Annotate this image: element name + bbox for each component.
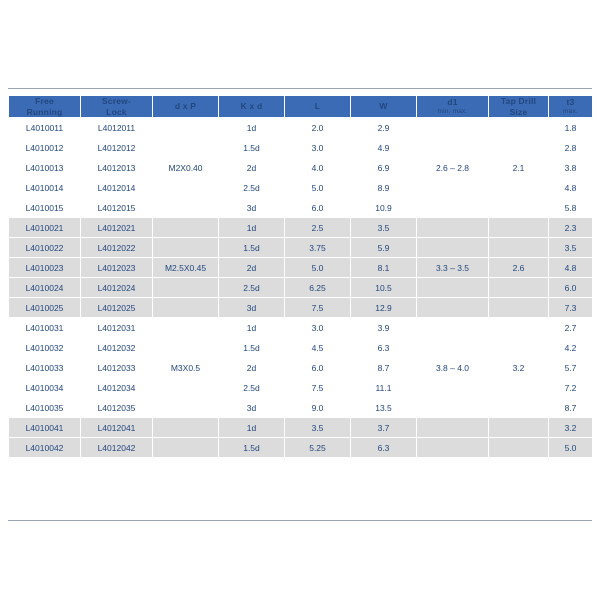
header-line1: Tap Drill: [500, 96, 537, 106]
column-header-d1: [417, 96, 489, 118]
table-row: [9, 138, 593, 158]
table-row: [9, 358, 593, 378]
cell-screw-lock: L4012015: [81, 198, 153, 218]
cell-free-running: L4010031: [9, 318, 81, 338]
header-line1: t3: [566, 96, 575, 107]
cell-free-running: L4010012: [9, 138, 81, 158]
cell-w: 3.7: [351, 418, 417, 438]
table-row: [9, 238, 593, 258]
cell-dxp: [153, 178, 219, 198]
cell-d1: [417, 178, 489, 198]
top-rule: [8, 88, 592, 89]
cell-dxp: [153, 338, 219, 358]
cell-dxp: [153, 218, 219, 238]
header-line1: d1: [447, 96, 458, 107]
cell-l: 3.5: [285, 418, 351, 438]
table-body: [9, 118, 593, 458]
header-line1: K x d: [240, 101, 263, 112]
cell-kxd: 2d: [219, 158, 285, 178]
cell-w: 10.9: [351, 198, 417, 218]
cell-free-running: L4010041: [9, 418, 81, 438]
cell-d1: [417, 278, 489, 298]
spec-table-container: [8, 95, 592, 458]
cell-free-running: L4010034: [9, 378, 81, 398]
cell-l: 5.0: [285, 178, 351, 198]
table-row: [9, 398, 593, 418]
table-header: [9, 96, 593, 118]
cell-t3: 4.8: [549, 178, 593, 198]
cell-kxd: 1d: [219, 218, 285, 238]
cell-dxp: M3X0.5: [153, 358, 219, 378]
cell-t3: 2.7: [549, 318, 593, 338]
cell-t3: 4.8: [549, 258, 593, 278]
cell-t3: 3.5: [549, 238, 593, 258]
column-header-l: [285, 96, 351, 118]
cell-d1: [417, 338, 489, 358]
header-line1: W: [379, 101, 388, 112]
cell-tap-drill: [489, 198, 549, 218]
cell-l: 7.5: [285, 298, 351, 318]
header-line1: Screw-: [101, 96, 132, 106]
cell-l: 7.5: [285, 378, 351, 398]
cell-dxp: M2X0.40: [153, 158, 219, 178]
cell-free-running: L4010033: [9, 358, 81, 378]
cell-kxd: 3d: [219, 398, 285, 418]
cell-free-running: L4010022: [9, 238, 81, 258]
cell-d1: [417, 218, 489, 238]
cell-screw-lock: L4012041: [81, 418, 153, 438]
header-sub: min. max.: [437, 108, 468, 116]
cell-t3: 2.3: [549, 218, 593, 238]
header-line2: Size: [509, 106, 528, 117]
cell-dxp: [153, 138, 219, 158]
cell-dxp: [153, 438, 219, 458]
cell-tap-drill: [489, 338, 549, 358]
cell-screw-lock: L4012024: [81, 278, 153, 298]
table-row: [9, 438, 593, 458]
cell-tap-drill: [489, 138, 549, 158]
column-header-k-x-d: [219, 96, 285, 118]
cell-screw-lock: L4012035: [81, 398, 153, 418]
cell-t3: 7.2: [549, 378, 593, 398]
cell-tap-drill: [489, 238, 549, 258]
cell-d1: 3.8 – 4.0: [417, 358, 489, 378]
table-row: [9, 318, 593, 338]
cell-tap-drill: 2.6: [489, 258, 549, 278]
cell-free-running: L4010025: [9, 298, 81, 318]
cell-l: 2.0: [285, 118, 351, 138]
cell-kxd: 2.5d: [219, 178, 285, 198]
cell-tap-drill: [489, 398, 549, 418]
table-row: [9, 298, 593, 318]
table-row: [9, 198, 593, 218]
table-row: [9, 418, 593, 438]
cell-w: 6.9: [351, 158, 417, 178]
cell-l: 3.0: [285, 318, 351, 338]
cell-w: 6.3: [351, 438, 417, 458]
cell-d1: [417, 118, 489, 138]
cell-tap-drill: [489, 418, 549, 438]
cell-screw-lock: L4012033: [81, 358, 153, 378]
header-line2: Lock: [106, 106, 127, 117]
table-row: [9, 118, 593, 138]
header-line2: Running: [26, 106, 63, 117]
table-row: [9, 338, 593, 358]
cell-free-running: L4010032: [9, 338, 81, 358]
header-line1: Free: [35, 96, 54, 106]
bottom-rule: [8, 520, 592, 521]
table-row: [9, 378, 593, 398]
cell-free-running: L4010035: [9, 398, 81, 418]
cell-t3: 1.8: [549, 118, 593, 138]
cell-kxd: 1.5d: [219, 338, 285, 358]
cell-t3: 4.2: [549, 338, 593, 358]
cell-dxp: [153, 298, 219, 318]
cell-dxp: M2.5X0.45: [153, 258, 219, 278]
cell-t3: 7.3: [549, 298, 593, 318]
cell-d1: [417, 138, 489, 158]
table-row: [9, 278, 593, 298]
cell-tap-drill: [489, 438, 549, 458]
cell-screw-lock: L4012012: [81, 138, 153, 158]
cell-l: 5.0: [285, 258, 351, 278]
column-header-screw-lock: [81, 96, 153, 118]
cell-w: 6.3: [351, 338, 417, 358]
cell-w: 8.1: [351, 258, 417, 278]
cell-w: 8.9: [351, 178, 417, 198]
column-header-tap-drill-size: [489, 96, 549, 118]
cell-screw-lock: L4012022: [81, 238, 153, 258]
cell-free-running: L4010023: [9, 258, 81, 278]
cell-t3: 6.0: [549, 278, 593, 298]
cell-l: 6.0: [285, 358, 351, 378]
cell-free-running: L4010021: [9, 218, 81, 238]
table-row: [9, 178, 593, 198]
cell-kxd: 3d: [219, 298, 285, 318]
cell-dxp: [153, 278, 219, 298]
cell-kxd: 2d: [219, 258, 285, 278]
cell-screw-lock: L4012023: [81, 258, 153, 278]
column-header-w: [351, 96, 417, 118]
cell-d1: [417, 418, 489, 438]
cell-w: 3.9: [351, 318, 417, 338]
cell-kxd: 1d: [219, 318, 285, 338]
cell-l: 4.5: [285, 338, 351, 358]
cell-l: 9.0: [285, 398, 351, 418]
cell-dxp: [153, 198, 219, 218]
cell-t3: 5.8: [549, 198, 593, 218]
cell-tap-drill: [489, 298, 549, 318]
cell-w: 2.9: [351, 118, 417, 138]
cell-w: 12.9: [351, 298, 417, 318]
cell-screw-lock: L4012031: [81, 318, 153, 338]
cell-l: 5.25: [285, 438, 351, 458]
cell-kxd: 1d: [219, 118, 285, 138]
header-line1: L: [314, 101, 321, 112]
cell-screw-lock: L4012014: [81, 178, 153, 198]
cell-d1: [417, 198, 489, 218]
cell-tap-drill: [489, 118, 549, 138]
cell-tap-drill: [489, 178, 549, 198]
cell-d1: [417, 438, 489, 458]
cell-w: 8.7: [351, 358, 417, 378]
cell-dxp: [153, 118, 219, 138]
cell-t3: 3.8: [549, 158, 593, 178]
cell-l: 6.25: [285, 278, 351, 298]
cell-dxp: [153, 378, 219, 398]
cell-d1: [417, 378, 489, 398]
cell-screw-lock: L4012011: [81, 118, 153, 138]
cell-kxd: 1.5d: [219, 138, 285, 158]
table-row: [9, 258, 593, 278]
cell-tap-drill: 3.2: [489, 358, 549, 378]
cell-w: 13.5: [351, 398, 417, 418]
cell-tap-drill: [489, 318, 549, 338]
cell-free-running: L4010042: [9, 438, 81, 458]
cell-kxd: 1.5d: [219, 438, 285, 458]
cell-w: 5.9: [351, 238, 417, 258]
table-row: [9, 218, 593, 238]
cell-tap-drill: 2.1: [489, 158, 549, 178]
table-row: [9, 158, 593, 178]
header-row: [9, 96, 593, 118]
cell-d1: 2.6 – 2.8: [417, 158, 489, 178]
cell-w: 3.5: [351, 218, 417, 238]
column-header-free-running: [9, 96, 81, 118]
cell-l: 4.0: [285, 158, 351, 178]
cell-kxd: 3d: [219, 198, 285, 218]
cell-d1: [417, 298, 489, 318]
cell-screw-lock: L4012013: [81, 158, 153, 178]
cell-dxp: [153, 318, 219, 338]
cell-d1: [417, 238, 489, 258]
cell-free-running: L4010013: [9, 158, 81, 178]
cell-l: 6.0: [285, 198, 351, 218]
cell-l: 3.0: [285, 138, 351, 158]
cell-tap-drill: [489, 378, 549, 398]
cell-t3: 2.8: [549, 138, 593, 158]
cell-free-running: L4010015: [9, 198, 81, 218]
cell-free-running: L4010014: [9, 178, 81, 198]
cell-screw-lock: L4012042: [81, 438, 153, 458]
cell-t3: 5.0: [549, 438, 593, 458]
cell-d1: [417, 318, 489, 338]
cell-tap-drill: [489, 278, 549, 298]
column-header-d-x-p: [153, 96, 219, 118]
cell-t3: 3.2: [549, 418, 593, 438]
cell-tap-drill: [489, 218, 549, 238]
cell-kxd: 2d: [219, 358, 285, 378]
cell-screw-lock: L4012034: [81, 378, 153, 398]
cell-w: 11.1: [351, 378, 417, 398]
cell-dxp: [153, 418, 219, 438]
thread-insert-spec-table: [8, 95, 593, 458]
cell-d1: [417, 398, 489, 418]
cell-kxd: 1.5d: [219, 238, 285, 258]
header-sub: max.: [563, 108, 578, 116]
cell-free-running: L4010011: [9, 118, 81, 138]
cell-w: 10.5: [351, 278, 417, 298]
cell-t3: 5.7: [549, 358, 593, 378]
cell-kxd: 1d: [219, 418, 285, 438]
cell-w: 4.9: [351, 138, 417, 158]
cell-screw-lock: L4012025: [81, 298, 153, 318]
cell-l: 3.75: [285, 238, 351, 258]
cell-free-running: L4010024: [9, 278, 81, 298]
cell-screw-lock: L4012032: [81, 338, 153, 358]
cell-d1: 3.3 – 3.5: [417, 258, 489, 278]
column-header-t3: [549, 96, 593, 118]
cell-kxd: 2.5d: [219, 278, 285, 298]
cell-l: 2.5: [285, 218, 351, 238]
header-line1: d x P: [174, 101, 197, 112]
cell-t3: 8.7: [549, 398, 593, 418]
cell-dxp: [153, 238, 219, 258]
cell-screw-lock: L4012021: [81, 218, 153, 238]
cell-dxp: [153, 398, 219, 418]
cell-kxd: 2.5d: [219, 378, 285, 398]
